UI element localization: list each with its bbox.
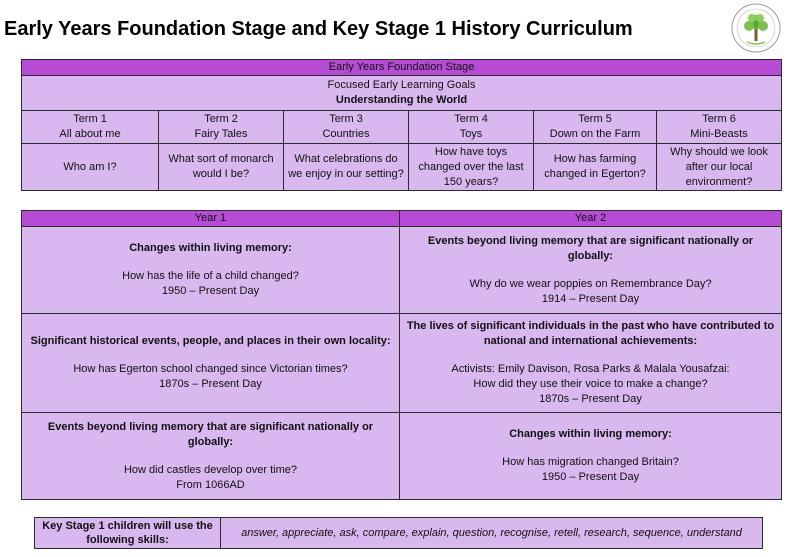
unit-heading: Significant historical events, people, and places in their own locality:: [30, 335, 391, 347]
term-label: Term 4: [454, 113, 488, 125]
year2-unit: [400, 413, 782, 500]
skills-label: Key Stage 1 children will use the following skills:: [35, 518, 221, 549]
eyfs-section-title: Early Years Foundation Stage: [22, 60, 782, 76]
unit-question: How has Egerton school changed since Victorian times?: [73, 363, 348, 375]
unit-dates: 1870s – Present Day: [539, 393, 642, 405]
year2-unit: [400, 227, 782, 314]
term-topic: Toys: [459, 128, 483, 140]
eyfs-table: [21, 59, 782, 191]
early-learning-goals: [22, 76, 782, 111]
term-question: Why should we look after our local environment?: [657, 144, 782, 191]
year2-unit: [400, 314, 782, 413]
unit-dates: 1950 – Present Day: [161, 285, 260, 297]
term-label: Term 3: [329, 113, 363, 125]
year1-header: Year 1: [22, 211, 400, 227]
term-topic: All about me: [59, 128, 121, 140]
term-cell: [534, 111, 657, 144]
goals-line-2: Understanding the World: [335, 94, 468, 106]
unit-question: How did castles develop over time?: [123, 463, 298, 476]
term-topic: Down on the Farm: [549, 128, 641, 140]
term-label: Term 1: [73, 113, 107, 125]
term-label: Term 5: [578, 113, 612, 125]
year1-unit: [22, 227, 400, 314]
school-tree-logo-icon: [727, 2, 785, 54]
term-cell: [409, 111, 534, 144]
year1-unit: [22, 314, 400, 413]
term-cell: [284, 111, 409, 144]
term-question: Who am I?: [22, 144, 159, 191]
unit-dates: 1914 – Present Day: [541, 292, 640, 305]
unit-question: Why do we wear poppies on Remembrance Day?: [469, 277, 712, 290]
term-cell: [22, 111, 159, 144]
term-topic: Mini-Beasts: [690, 128, 748, 140]
unit-heading: Events beyond living memory that are significant nationally or globally:: [427, 234, 754, 262]
unit-question: How did they use their voice to make a change?: [473, 378, 708, 390]
term-question: What sort of monarch would I be?: [159, 144, 284, 191]
unit-heading: Changes within living memory:: [129, 242, 292, 254]
unit-heading: The lives of significant individuals in the past who have contributed to national and international achievements:: [406, 320, 775, 347]
ks1-table: [21, 210, 782, 500]
unit-question: How has migration changed Britain?: [502, 456, 679, 468]
term-question: What celebrations do we enjoy in our setting?: [284, 144, 409, 191]
unit-heading: Changes within living memory:: [509, 428, 672, 440]
year2-header: Year 2: [400, 211, 782, 227]
unit-dates: 1950 – Present Day: [541, 471, 640, 483]
unit-extra: Activists: Emily Davison, Rosa Parks & Malala Yousafzai:: [451, 363, 730, 375]
term-topic: Fairy Tales: [194, 128, 248, 140]
skills-list: answer, appreciate, ask, compare, explain, question, recognise, retell, research, sequence, understand: [221, 518, 763, 549]
term-question: How have toys changed over the last 150 years?: [409, 144, 534, 191]
term-label: Term 6: [702, 113, 736, 125]
term-label: Term 2: [204, 113, 238, 125]
unit-dates: From 1066AD: [176, 478, 245, 491]
goals-line-1: Focused Early Learning Goals: [327, 79, 476, 91]
skills-table: [34, 517, 763, 549]
year1-unit: [22, 413, 400, 500]
term-cell: [657, 111, 782, 144]
unit-question: How has the life of a child changed?: [122, 270, 299, 282]
term-question: How has farming changed in Egerton?: [534, 144, 657, 191]
unit-dates: 1870s – Present Day: [159, 378, 262, 390]
unit-heading: Events beyond living memory that are significant nationally or globally:: [47, 420, 374, 448]
term-cell: [159, 111, 284, 144]
page-title: Early Years Foundation Stage and Key Stage 1 History Curriculum: [4, 18, 633, 40]
term-topic: Countries: [322, 128, 370, 140]
school-logo: [727, 2, 785, 54]
